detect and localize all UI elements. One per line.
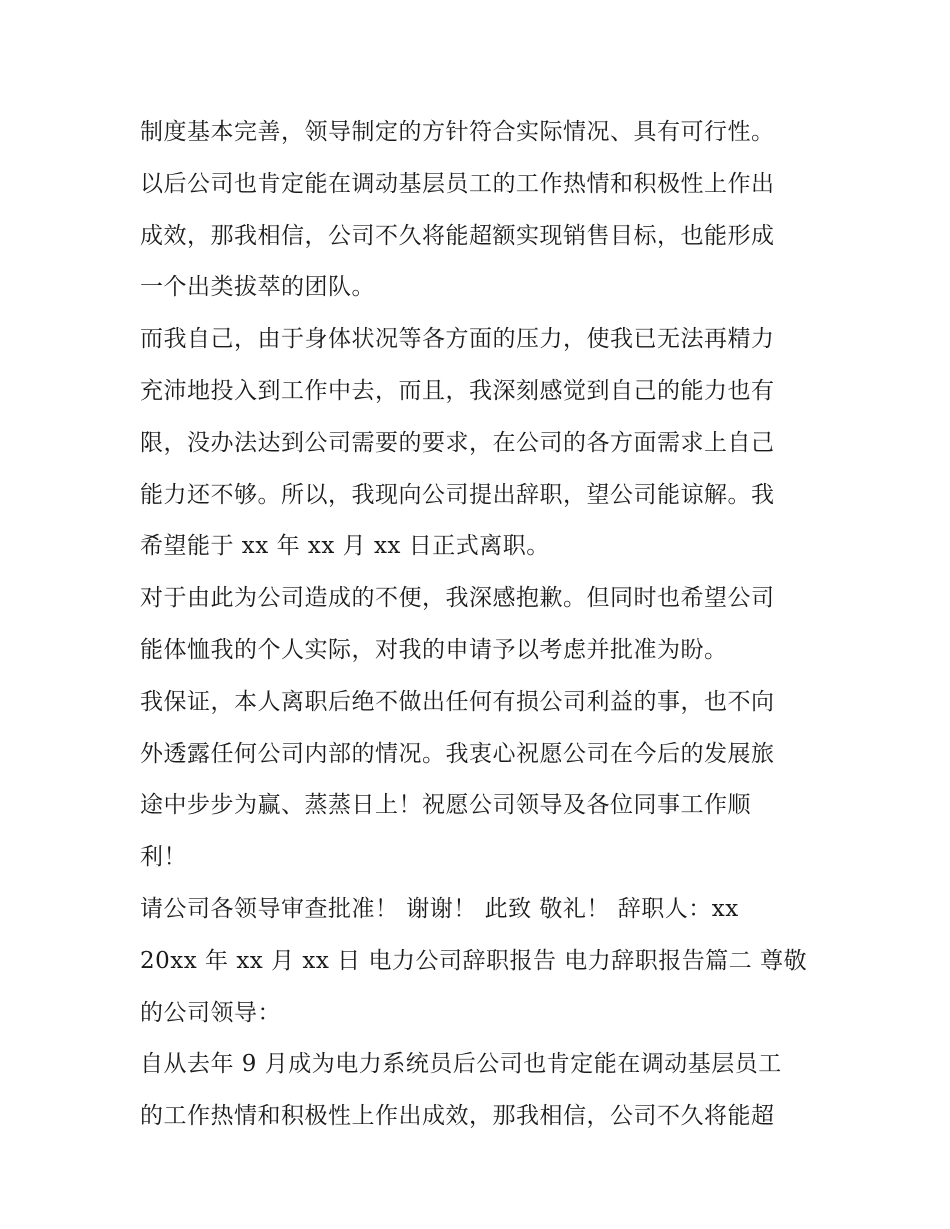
text-line: 请公司各领导审查批准！ 谢谢！ 此致 敬礼！ 辞职人：xx — [140, 895, 739, 922]
text-line: 能力还不够。所以，我现向公司提出辞职，望公司能谅解。我 — [140, 481, 775, 508]
text-line: 一个出类拔萃的团队。 — [140, 274, 375, 301]
text-line: 外透露任何公司内部的情况。我衷心祝愿公司在今后的发展旅 — [140, 740, 775, 767]
document-body — [140, 107, 830, 1143]
text-line: 我保证，本人离职后绝不做出任何有损公司利益的事，也不向 — [140, 688, 775, 715]
text-line: 途中步步为赢、蒸蒸日上！祝愿公司领导及各位同事工作顺 — [140, 792, 751, 819]
text-line: 限，没办法达到公司需要的要求，在公司的各方面需求上自己 — [140, 429, 775, 456]
text-line: 的工作热情和积极性上作出成效，那我相信，公司不久将能超 — [140, 1103, 775, 1130]
text-line: 充沛地投入到工作中去，而且，我深刻感觉到自己的能力也有 — [140, 377, 775, 404]
text-line: 对于由此为公司造成的不便，我深感抱歉。但同时也希望公司 — [140, 585, 775, 612]
text-line: 而我自己，由于身体状况等各方面的压力，使我已无法再精力 — [140, 326, 775, 353]
text-line: 20xx 年 xx 月 xx 日 电力公司辞职报告 电力辞职报告篇二 尊敬 — [140, 947, 808, 974]
text-line: 成效，那我相信，公司不久将能超额实现销售目标，也能形成 — [140, 222, 775, 249]
text-line: 的公司领导： — [140, 999, 281, 1026]
text-line: 制度基本完善，领导制定的方针符合实际情况、具有可行性。 — [140, 119, 775, 145]
text-line: 自从去年 9 月成为电力系统员后公司也肯定能在调动基层员工 — [140, 1051, 782, 1078]
text-line: 利！ — [140, 844, 187, 871]
text-line: 希望能于 xx 年 xx 月 xx 日正式离职。 — [140, 533, 550, 560]
text-line: 以后公司也肯定能在调动基层员工的工作热情和积极性上作出 — [140, 170, 775, 197]
text-line: 能体恤我的个人实际，对我的申请予以考虑并批准为盼。 — [140, 636, 728, 663]
